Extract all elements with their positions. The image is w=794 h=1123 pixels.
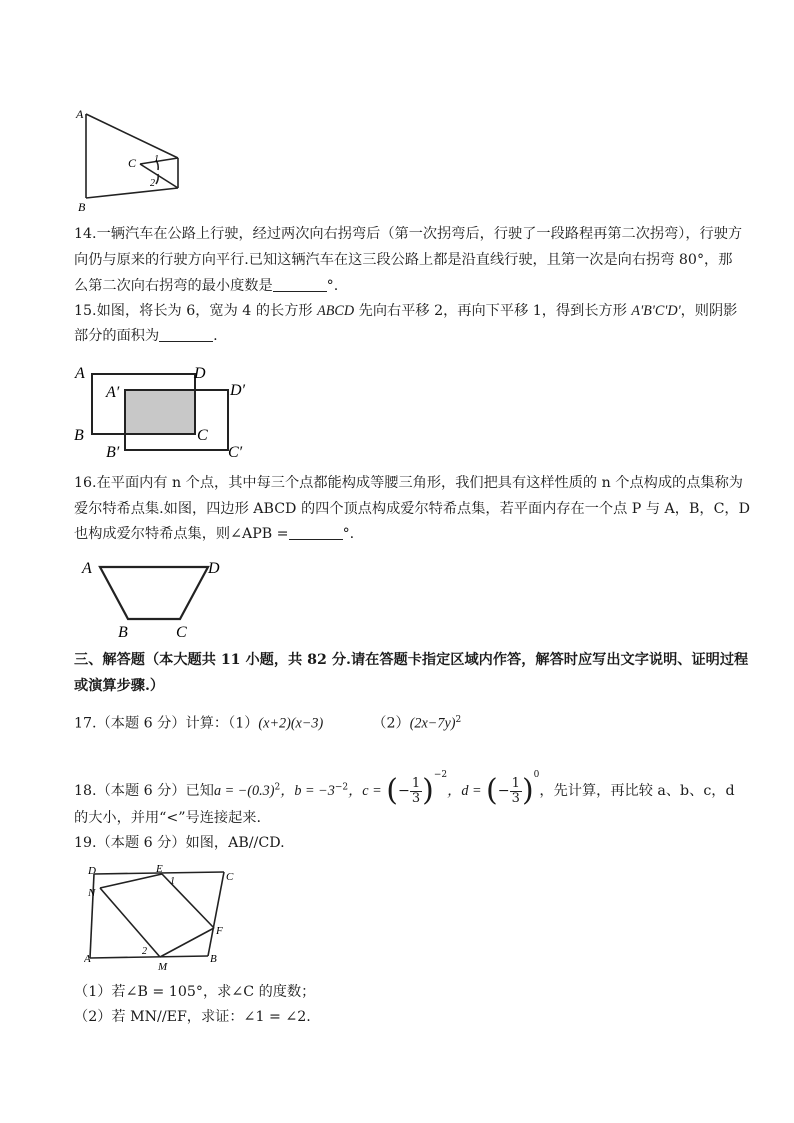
fig19-line-ne xyxy=(100,874,162,888)
fig15-label-b-prime: B′ xyxy=(106,444,120,460)
fig19-label-f: F xyxy=(216,925,223,937)
fig15-shaded-area xyxy=(125,390,195,434)
fig19-line-cb xyxy=(208,872,224,956)
fig13-label-c: C xyxy=(128,156,137,170)
fig16-label-d: D xyxy=(208,560,220,577)
fig16-label-b: B xyxy=(118,624,128,641)
q15-answer-blank xyxy=(159,325,213,342)
q15-line-2: 部分的面积为 . xyxy=(74,324,218,348)
q14-line-1: 14.一辆汽车在公路上行驶，经过两次向右拐弯后（第一次拐弯后，行驶了一段路程再第二次拐弯），行驶方 xyxy=(74,226,743,242)
section-3-heading-line-1: 三、解答题（本大题共 11 小题，共 82 分.请在答题卡指定区域内作答，解答时应写出文字说明、证明过程 xyxy=(74,652,749,668)
q16-line-3: 也构成爱尔特希点集，则∠APB = °. xyxy=(74,522,354,546)
fig13-edge-a-top xyxy=(86,114,178,158)
fig19-label-1: 1 xyxy=(170,876,175,887)
fig13-label-2: 2 xyxy=(150,178,155,189)
fig15-label-b: B xyxy=(74,427,84,444)
q17-expr-2: (2x−7y) xyxy=(409,715,456,732)
fig15-label-a-prime: A′ xyxy=(106,384,120,401)
fig13-edge-b-bottom xyxy=(86,188,178,198)
fig13-edge-c-top xyxy=(140,158,178,164)
section-3-heading-line-2: 或演算步骤.） xyxy=(74,678,165,694)
figure-q19 xyxy=(84,862,254,972)
q19-sub-1: （1）若∠B = 105°，求∠C 的度数； xyxy=(74,984,316,1000)
q16-answer-blank xyxy=(289,523,343,540)
q17-line: 17.（本题 6 分）计算：（1）(x+2)(x−3) $(2)(2x-7y)^2$ xyxy=(74,715,462,732)
fig19-label-a: A xyxy=(84,953,91,965)
q16-line-1: 16.在平面内有 n 个点，其中每三个点都能构成等腰三角形，我们把具有这样性质的 n 个点构成的点集称为 xyxy=(74,475,743,491)
fig19-label-d: D xyxy=(88,865,96,877)
fig19-line-ab xyxy=(90,956,208,958)
fig15-label-d-prime: D′ xyxy=(230,382,246,399)
fig15-label-a: A xyxy=(75,365,85,382)
fig19-line-mf xyxy=(160,928,214,957)
q18-fraction-c: $\frac{1}{3}$ xyxy=(411,775,421,806)
fig13-label-b: B xyxy=(78,200,86,214)
fig13-label-a: A xyxy=(76,107,84,121)
fig16-label-c: C xyxy=(176,624,187,641)
q19-line-1: 19.（本题 6 分）如图，AB//CD. xyxy=(74,835,285,851)
q18-line-2: 的大小，并用“<”号连接起来. xyxy=(74,810,261,826)
fig15-label-d: D xyxy=(194,365,206,382)
q16-line-2: 爱尔特希点集.如图，四边形 ABCD 的四个顶点构成爱尔特希点集，若平面内存在一个点 P 与 A，B，C，D xyxy=(74,501,750,517)
figure-q15 xyxy=(70,360,270,460)
q14-line-2: 向仍与原来的行驶方向平行.已知这辆汽车在这三段公路上都是沿直线行驶，且第一次是向右拐弯 80°，那 xyxy=(74,252,733,268)
fig19-label-b: B xyxy=(210,953,217,965)
q15-line-1: 15.如图，将长为 6，宽为 4 的长方形 ABCD 先向右平移 2，再向下平移 1，得到长方形 A'B'C'D'，则阴影 xyxy=(74,303,738,319)
q18-line-1: 18.（本题 6 分）已知$a = -(0.3)^2$，$b = -3^{-2}$，c = (− $\frac{1}{3}$ )$^{-2}$，d = (− $\frac{1}{3}$ )$^0$，先计算，再比较 a、b、c，d xyxy=(74,770,735,808)
fig19-label-e: E xyxy=(156,863,163,875)
fig19-label-m: M xyxy=(158,961,168,972)
q18-fraction-d: $\frac{1}{3}$ xyxy=(511,775,520,806)
q14-line-3: 么第二次向右拐弯的最小度数是 °. xyxy=(74,274,338,298)
fig19-line-nm xyxy=(100,888,160,957)
fig15-label-c-prime: C′ xyxy=(228,444,243,460)
fig19-label-n: N xyxy=(88,887,96,899)
fig19-label-2: 2 xyxy=(142,946,147,957)
q14-answer-blank xyxy=(273,275,327,292)
fig19-label-c: C xyxy=(226,871,234,883)
fig13-label-1: 1 xyxy=(154,154,159,165)
q19-sub-2: （2）若 MN//EF，求证：∠1 = ∠2. xyxy=(74,1009,311,1025)
q17-expr-1: (x+2)(x−3) xyxy=(258,715,324,732)
fig16-trapezoid xyxy=(100,567,208,619)
figure-q13 xyxy=(74,100,194,220)
fig16-label-a: A xyxy=(82,560,92,577)
figure-q16 xyxy=(76,555,236,645)
fig15-label-c: C xyxy=(197,427,208,444)
